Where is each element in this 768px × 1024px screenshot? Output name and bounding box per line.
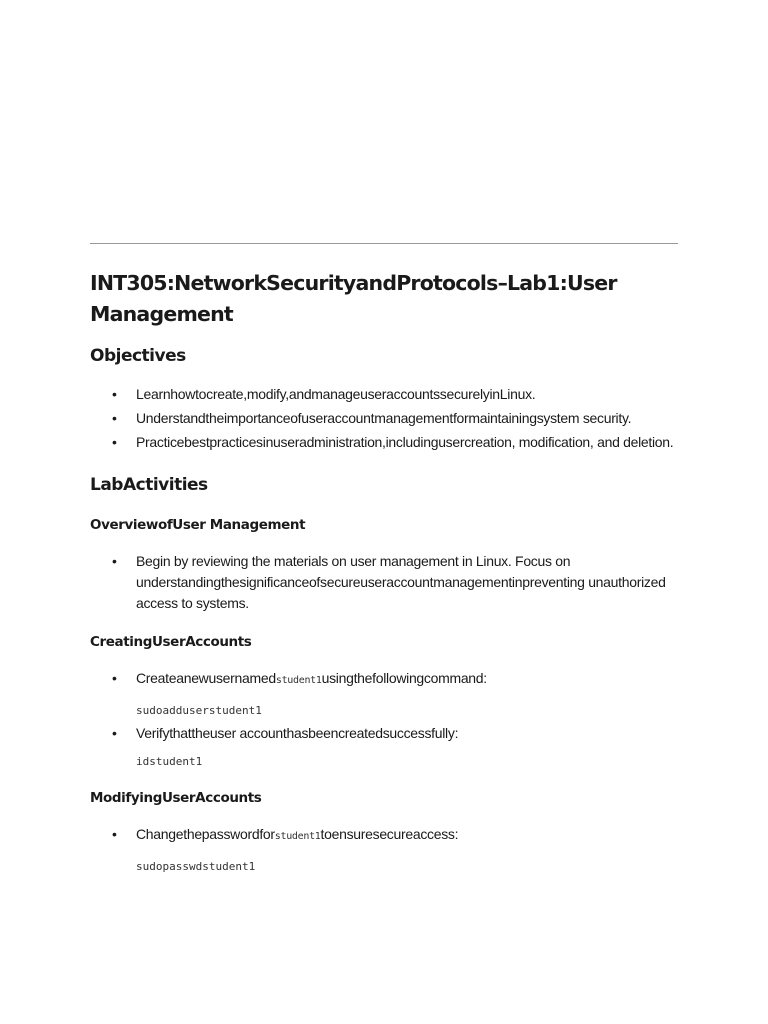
document-body	[90, 268, 680, 879]
creating-list-2	[90, 723, 680, 744]
list-item: • Changethepasswordforstudent1toensuresecureaccess:	[90, 824, 680, 847]
lab-activities-heading: LabActivities	[90, 475, 208, 495]
creating-heading: CreatingUserAccounts	[90, 634, 252, 650]
list-item: • Begin by reviewing the materials on user management in Linux. Focus on understandingthesignificanceofsecureuseraccountmanagementinpreventing unauthorized access to systems.	[112, 553, 666, 611]
bullet-icon: •	[112, 725, 117, 741]
modifying-heading: ModifyingUserAccounts	[90, 790, 262, 806]
bullet-icon: •	[112, 826, 117, 842]
horizontal-rule	[90, 243, 678, 244]
list-item: • Createanewusernamedstudent1usingthefollowingcommand:	[90, 668, 680, 691]
bullet-icon: •	[112, 386, 117, 402]
document-title: INT305:NetworkSecurityandProtocols–Lab1:User Management	[90, 271, 617, 326]
list-item: • Verifythattheuser accounthasbeencreatedsuccessfully:	[90, 723, 680, 744]
list-item: • Learnhowtocreate,modify,andmanageuseraccountssecurelyinLinux.	[90, 384, 680, 405]
bullet-icon: •	[112, 410, 117, 426]
bullet-icon: •	[112, 434, 117, 450]
code-block: idstudent1	[136, 755, 203, 768]
list-item: • Practicebestpracticesinuseradministration,includingusercreation, modification, and deletion.	[90, 432, 680, 453]
modifying-list	[90, 824, 680, 847]
bullet-icon: •	[112, 670, 117, 686]
code-block: sudoadduserstudent1	[136, 704, 262, 717]
creating-list	[90, 668, 680, 691]
overview-heading: OverviewofUser Management	[90, 517, 306, 533]
inline-code: student1	[274, 831, 321, 842]
list-item: • Understandtheimportanceofuseraccountmanagementformaintainingsystem security.	[90, 408, 680, 429]
objectives-heading: Objectives	[90, 346, 186, 366]
code-block: sudopasswdstudent1	[136, 860, 256, 873]
bullet-icon: •	[112, 553, 117, 569]
overview-list	[90, 551, 680, 614]
inline-code: student1	[275, 675, 322, 686]
objectives-list	[90, 384, 680, 453]
